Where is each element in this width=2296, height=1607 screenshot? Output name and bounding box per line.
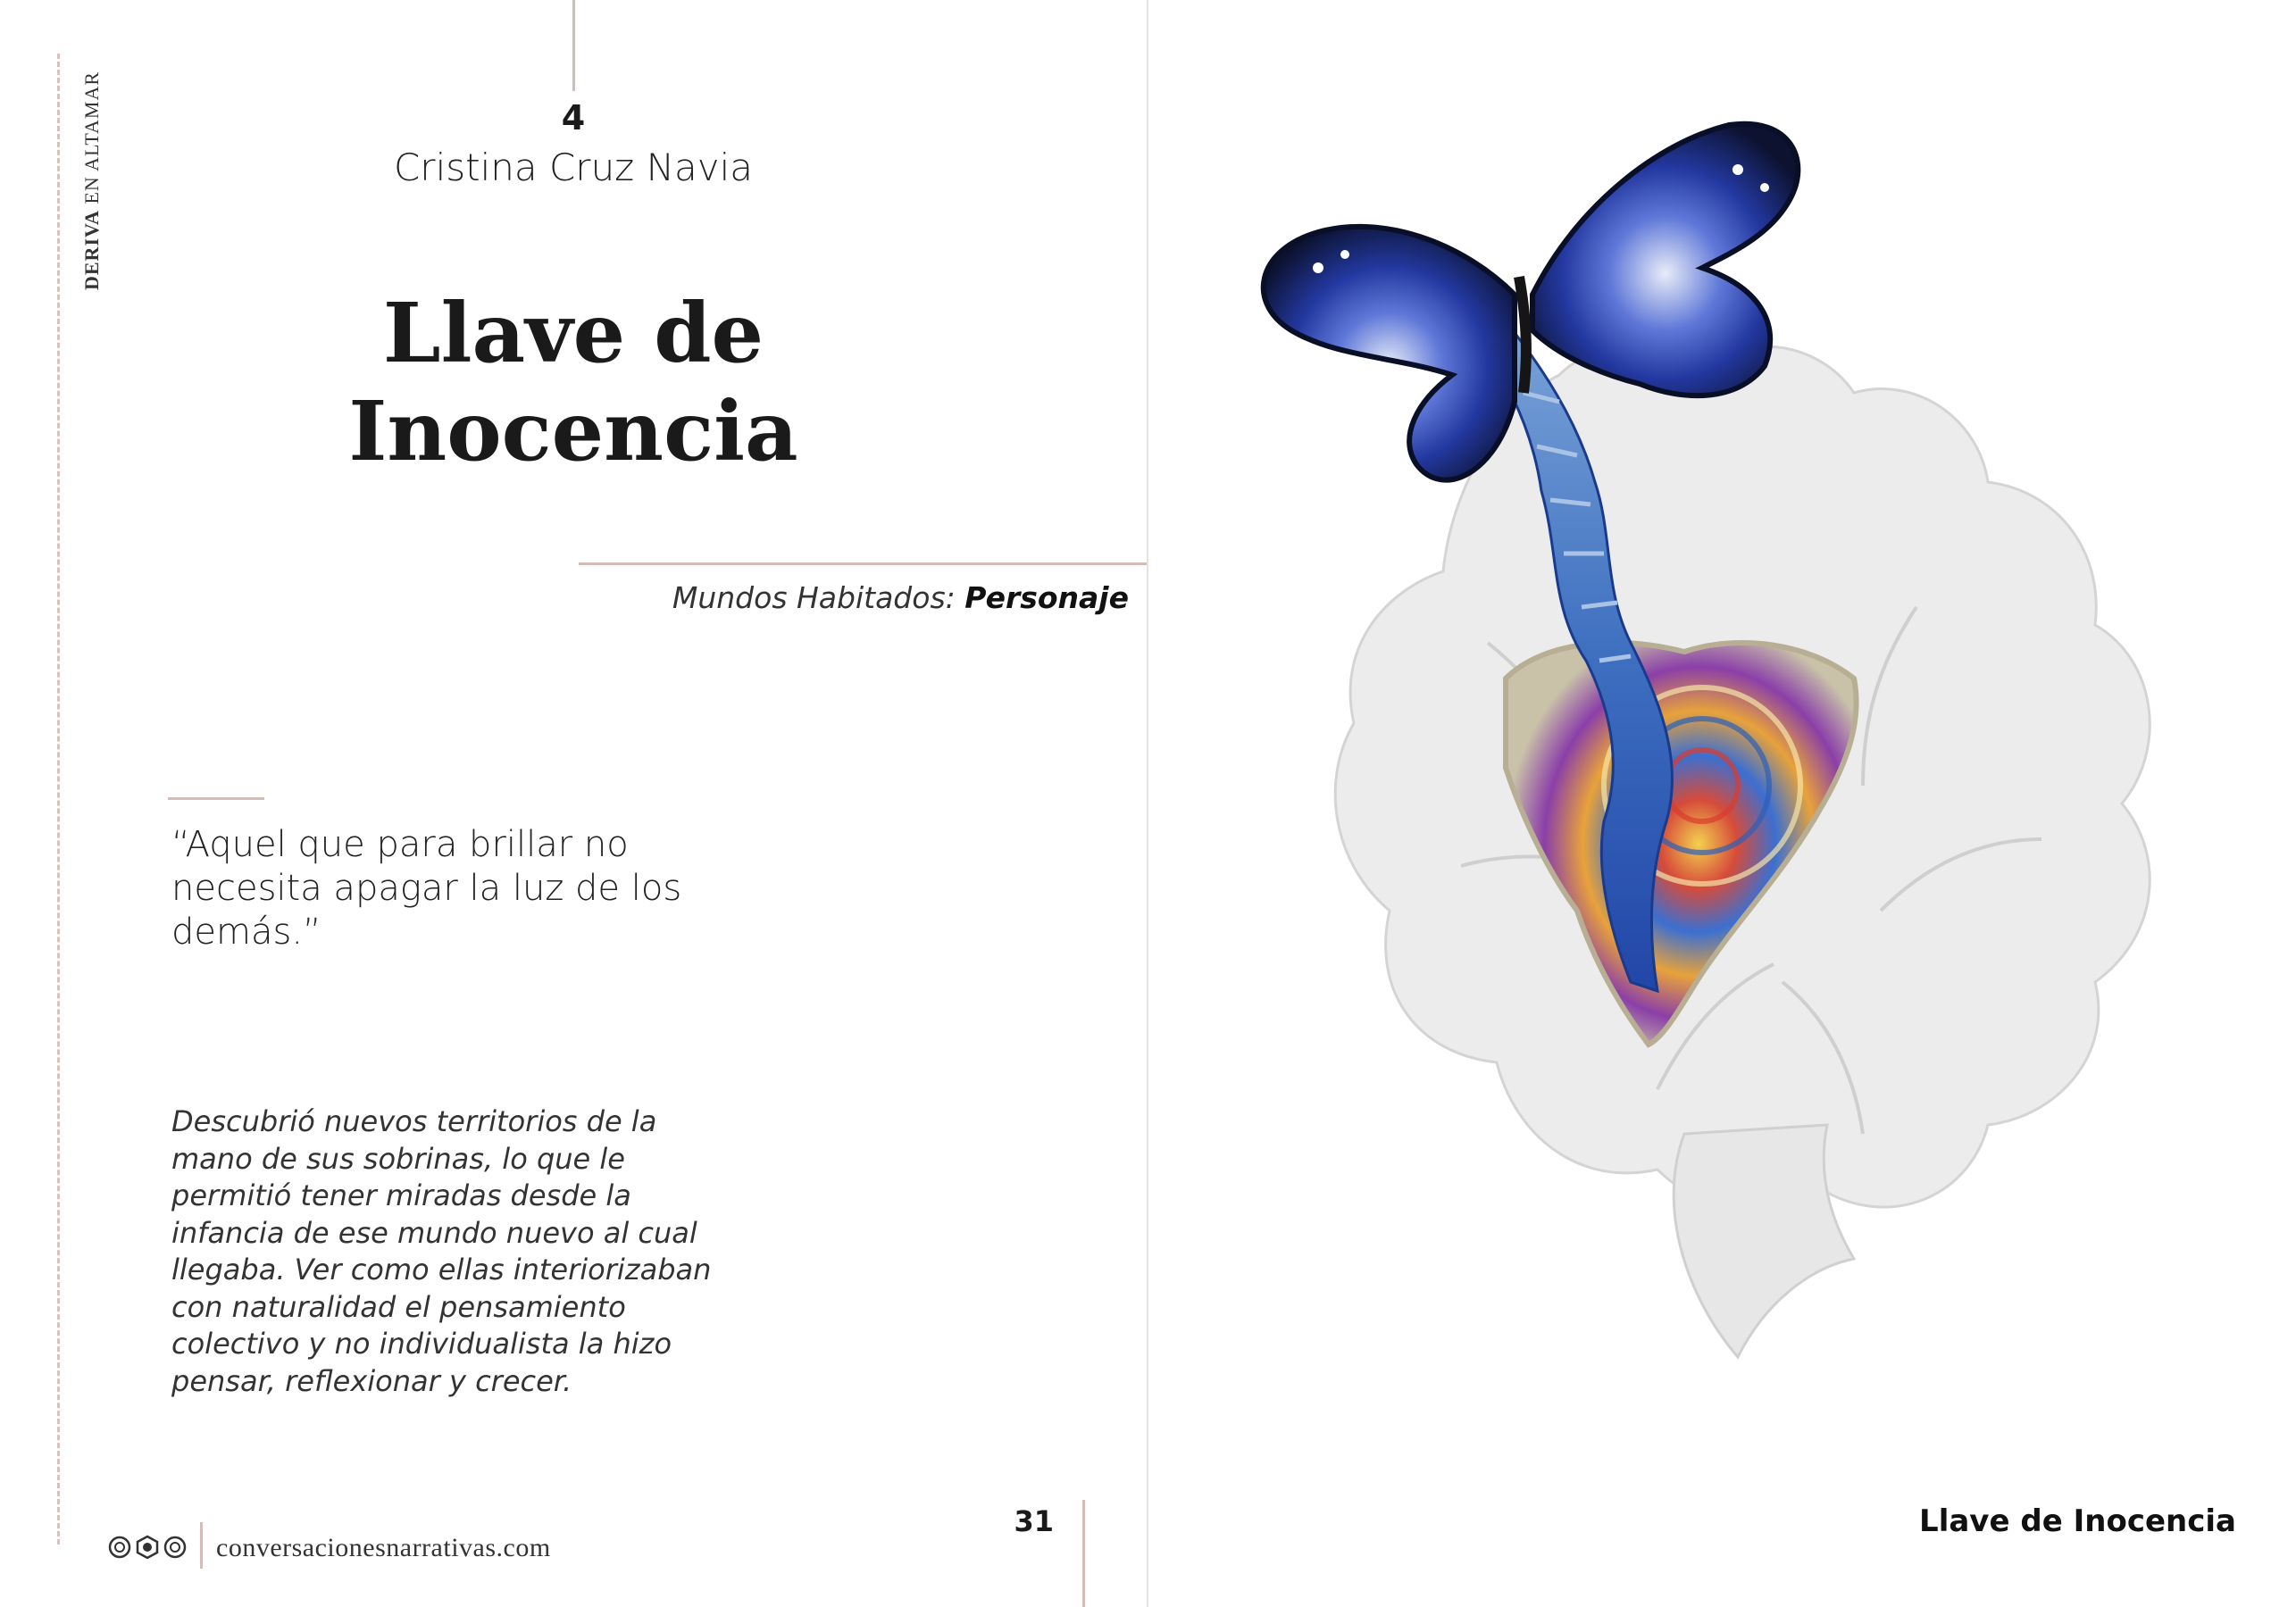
footer-website: conversacionesnarrativas.com [216,1533,551,1562]
worlds-label: Mundos Habitados: [672,580,956,615]
worlds-value: Personaje [964,580,1129,615]
left-page [0,0,1147,1607]
collage-illustration [1238,107,2274,1384]
right-page [1148,0,2296,1607]
margin-dashed-line [57,54,60,1545]
article-title [0,284,1147,480]
page-number: 31 [1014,1504,1054,1538]
chapter-number: 4 [561,98,586,137]
quote-rule [168,797,264,800]
footer-separator [200,1522,203,1569]
pull-quote: “Aquel que para brillar no necesita apagar la luz de los demás.” [171,824,682,953]
top-divider [572,0,575,91]
section-label-bold: DERIVA [80,210,103,290]
page-number-rule [1082,1500,1085,1607]
publisher-logo-icon [107,1534,188,1561]
section-label-rest: EN ALTAMAR [80,71,103,211]
footer-article-title: Llave de Inocencia [1919,1503,2236,1539]
title-line-1: Llave de [382,285,764,381]
section-rule [579,562,1147,565]
body-paragraph: Descubrió nuevos territorios de la mano de sus sobrinas, lo que le permitió tener miradas desde la infancia de ese mundo nuevo al cual llegaba. Ver como ellas interiorizaban con naturalidad el pensamiento colectivo y no individualista la hizo pensar, reflexionar y crecer. [171,1104,712,1398]
author-name: Cristina Cruz Navia [393,146,753,189]
worlds-inhabited [504,580,1129,615]
title-line-2: Inocencia [348,383,798,479]
